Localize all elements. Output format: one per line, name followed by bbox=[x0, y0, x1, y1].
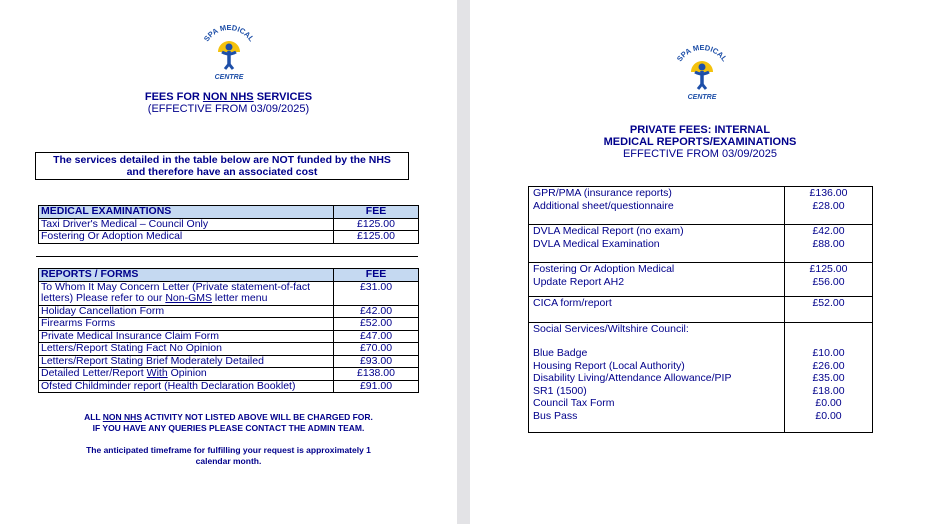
table-row bbox=[39, 368, 419, 381]
row-fees bbox=[785, 187, 873, 225]
row-fee: £125.00 bbox=[334, 231, 419, 244]
right-title-effective: EFFECTIVE FROM 03/09/2025 bbox=[622, 148, 778, 160]
divider-line bbox=[36, 256, 418, 257]
item: GPR/PMA (insurance reports) bbox=[533, 187, 672, 199]
left-page bbox=[0, 0, 457, 524]
table-row bbox=[39, 305, 419, 318]
row-fees bbox=[785, 225, 873, 263]
row-fees bbox=[785, 322, 873, 433]
item: Bus Pass bbox=[533, 409, 578, 422]
row-item bbox=[39, 368, 334, 381]
row-fee: £70.00 bbox=[334, 343, 419, 356]
table-row bbox=[39, 355, 419, 368]
table-header-row bbox=[39, 206, 419, 219]
notice-line-1: The services detailed in the table below are NOT funded by the NHS bbox=[53, 154, 391, 166]
footer-pre: ALL bbox=[84, 412, 103, 422]
fee: £28.00 bbox=[812, 199, 845, 212]
medical-header: MEDICAL EXAMINATIONS bbox=[39, 206, 334, 219]
fee: £35.00 bbox=[812, 372, 845, 384]
row-fee: £52.00 bbox=[334, 318, 419, 331]
fee: £125.00 bbox=[809, 263, 848, 275]
table-row bbox=[39, 218, 419, 231]
table-row bbox=[39, 330, 419, 343]
logo-arc-text: SPA MEDICAL bbox=[674, 43, 730, 64]
table-row bbox=[39, 318, 419, 331]
footer-post: ACTIVITY NOT LISTED ABOVE WILL BE CHARGED FOR. bbox=[142, 412, 373, 422]
page-gap bbox=[457, 0, 470, 524]
item: Fostering Or Adoption Medical bbox=[533, 263, 675, 275]
table-row bbox=[529, 297, 873, 323]
row-items bbox=[529, 225, 785, 263]
row-items bbox=[529, 297, 785, 323]
private-fees-table bbox=[528, 186, 873, 433]
svg-text:SPA MEDICAL bbox=[202, 23, 256, 44]
row-fees bbox=[785, 297, 873, 323]
row-item: Private Medical Insurance Claim Form bbox=[39, 330, 334, 343]
timeframe-line-1: The anticipated timeframe for fulfilling your request is approximately 1 bbox=[86, 445, 371, 455]
row-item-line-1: To Whom It May Concern Letter (Private statement-of-fact bbox=[41, 280, 311, 293]
table-header-row bbox=[39, 269, 419, 282]
table-row bbox=[39, 380, 419, 393]
item: Housing Report (Local Authority) bbox=[533, 359, 685, 372]
row-item: Firearms Forms bbox=[39, 318, 334, 331]
row-fee: £47.00 bbox=[334, 330, 419, 343]
detailed-post: Opinion bbox=[167, 367, 207, 379]
fee: £0.00 bbox=[815, 397, 842, 409]
logo-graphic bbox=[194, 22, 264, 82]
medical-fee-header: FEE bbox=[334, 206, 419, 219]
footer-line-2: IF YOU HAVE ANY QUERIES PLEASE CONTACT THE ADMIN TEAM. bbox=[92, 423, 365, 433]
row-fees bbox=[785, 263, 873, 297]
row-item: Fostering Or Adoption Medical bbox=[39, 231, 334, 244]
row-fee: £31.00 bbox=[334, 281, 419, 305]
row-fee: £42.00 bbox=[334, 305, 419, 318]
reports-forms-table bbox=[38, 268, 419, 393]
spa-medical-centre-logo bbox=[667, 42, 737, 102]
fee: £10.00 bbox=[812, 347, 845, 359]
table-row bbox=[39, 281, 419, 305]
logo-arc-text: SPA MEDICAL bbox=[201, 23, 257, 44]
table-row bbox=[39, 231, 419, 244]
row-item bbox=[39, 281, 334, 305]
row-fee: £125.00 bbox=[334, 218, 419, 231]
item: DVLA Medical Report (no exam) bbox=[533, 225, 684, 237]
row-item-line-2-pre: letters) Please refer to our bbox=[41, 292, 166, 304]
council-heading: Social Services/Wiltshire Council: bbox=[533, 322, 689, 335]
item: Disability Living/Attendance Allowance/PIP bbox=[533, 372, 732, 384]
item: Blue Badge bbox=[533, 347, 588, 359]
logo-bottom-text: CENTRE bbox=[687, 94, 717, 101]
logo-bottom-text: CENTRE bbox=[214, 74, 244, 81]
notice-line-2: and therefore have an associated cost bbox=[126, 166, 318, 178]
fee: £52.00 bbox=[812, 297, 845, 309]
table-row bbox=[529, 225, 873, 263]
timeframe-note bbox=[0, 445, 457, 467]
fee: £18.00 bbox=[812, 384, 845, 397]
fee: £0.00 bbox=[815, 409, 842, 422]
fee: £42.00 bbox=[812, 225, 845, 237]
table-row bbox=[529, 187, 873, 225]
fee: £136.00 bbox=[809, 187, 848, 199]
item: DVLA Medical Examination bbox=[533, 237, 660, 250]
row-items bbox=[529, 263, 785, 297]
row-fee: £93.00 bbox=[334, 355, 419, 368]
row-item: Taxi Driver's Medical – Council Only bbox=[39, 218, 334, 231]
medical-examinations-table bbox=[38, 205, 419, 244]
row-item: Ofsted Childminder report (Health Declaration Booklet) bbox=[39, 380, 334, 393]
item: CICA form/report bbox=[533, 297, 612, 309]
left-title-underlined: NON NHS bbox=[202, 91, 254, 103]
logo-graphic bbox=[667, 42, 737, 102]
non-nhs-footer-note bbox=[0, 412, 457, 434]
non-gms-link[interactable]: Non-GMS bbox=[165, 292, 212, 304]
right-title bbox=[470, 124, 930, 160]
footer-underlined: NON NHS bbox=[102, 412, 142, 422]
row-item-line-2-post: letter menu bbox=[212, 292, 268, 304]
row-item: Letters/Report Stating Brief Moderately Detailed bbox=[39, 355, 334, 368]
fee: £56.00 bbox=[812, 275, 845, 288]
reports-header: REPORTS / FORMS bbox=[39, 269, 334, 282]
detailed-underlined: With bbox=[146, 367, 168, 379]
svg-text:SPA MEDICAL bbox=[675, 43, 729, 64]
nhs-notice-box bbox=[35, 152, 409, 180]
row-items bbox=[529, 322, 785, 433]
row-fee: £91.00 bbox=[334, 380, 419, 393]
item: Update Report AH2 bbox=[533, 275, 625, 288]
item: Council Tax Form bbox=[533, 397, 615, 409]
row-fee: £138.00 bbox=[334, 368, 419, 381]
spa-medical-centre-logo bbox=[194, 22, 264, 82]
row-item: Holiday Cancellation Form bbox=[39, 305, 334, 318]
table-row bbox=[529, 322, 873, 433]
right-page bbox=[470, 0, 930, 524]
left-title-effective: (EFFECTIVE FROM 03/09/2025) bbox=[147, 103, 310, 115]
left-title-post: SERVICES bbox=[253, 91, 313, 103]
left-title-pre: FEES FOR bbox=[144, 91, 203, 103]
fee: £88.00 bbox=[812, 237, 845, 250]
left-title bbox=[0, 91, 457, 115]
right-title-line-2: MEDICAL REPORTS/EXAMINATIONS bbox=[603, 136, 797, 148]
row-items bbox=[529, 187, 785, 225]
table-row bbox=[529, 263, 873, 297]
detailed-pre: Detailed Letter/Report bbox=[41, 367, 147, 379]
item: Additional sheet/questionnaire bbox=[533, 199, 674, 212]
right-title-line-1: PRIVATE FEES: INTERNAL bbox=[629, 124, 771, 136]
timeframe-line-2: calendar month. bbox=[195, 456, 262, 466]
item: SR1 (1500) bbox=[533, 384, 587, 397]
reports-fee-header: FEE bbox=[334, 269, 419, 282]
table-row bbox=[39, 343, 419, 356]
fee: £26.00 bbox=[812, 359, 845, 372]
row-item: Letters/Report Stating Fact No Opinion bbox=[39, 343, 334, 356]
